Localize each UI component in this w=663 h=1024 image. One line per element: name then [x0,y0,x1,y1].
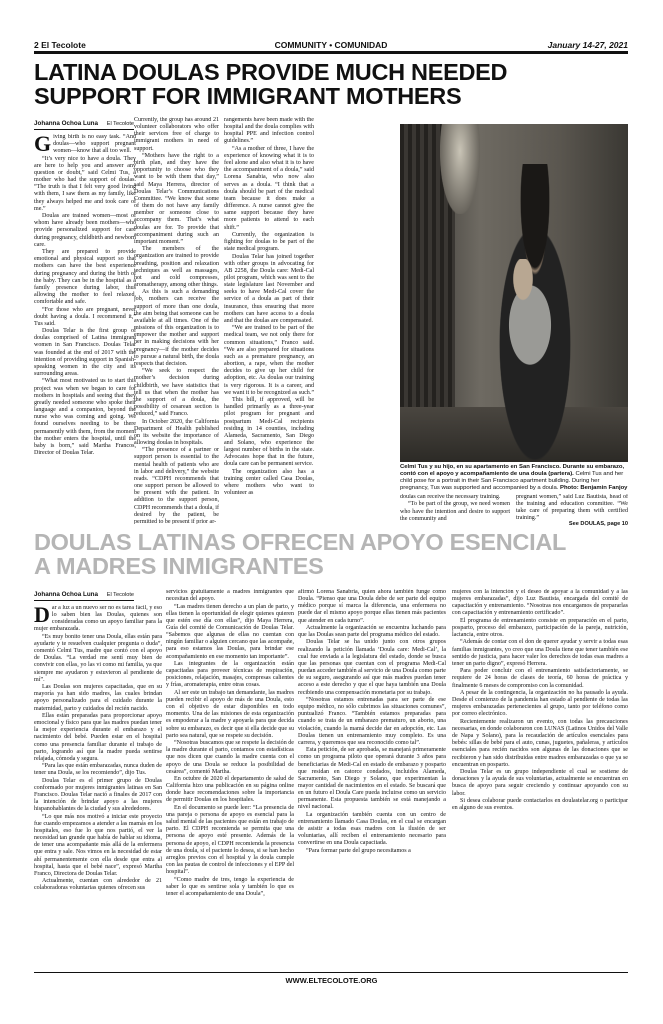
photo-credit: Photo: Benjamin Fanjoy [560,485,628,491]
paragraph: Giving birth is no easy task. “And doulas—who support pregnant women—know that all too well. [34,134,136,156]
paragraph: pregnant women,” said Luz Bautista, head of the training and education committee. “We take care of preparing them with certified training.” [516,494,628,522]
paragraph: Recientemente realizaron un evento, con todas las precauciones necesarias, en donde colaboraron con LUNAS (Latinos Unidos del Valle de Napa y Solano), para la recaudación de artículos esenciales para bebés: sillas de bebé para el auto, cunas, juguetes, pañaleras, y artículos esenciales para recién nacidos son algunas de las donaciones que se recibieron y han sido distribuidas entre madres embarazadas o que ya se encuentran en posparto. [452,718,628,768]
paragraph: A pesar de la contingencia, la organización no ha pausado la ayuda. Desde el comienzo de la pandemia han estado al pendiente de todas las mujeres embarazadas pertenecientes al grupo, tanto por teléfono como por correo electrónico. [452,689,628,718]
paragraph: doulas can receive the necessary training. [400,494,501,500]
paragraph: “Mothers have the right to a birth plan, and they have the opportunity to choose who they want to be with them that day,” said Maya Herrera, director of Doulas Telar’s Communications Committee. “We know that some of them do not have any family member or someone close to accompany them. That’s what doulas are for. To provide that accompaniment during such an important moment.” [134,152,219,245]
paragraph: En octubre de 2020 el departamento de salud de California hizo una publicación en su página online donde hace recomendaciones sobre la importancia de permitir Doulas en los hospitales. [166,776,294,804]
paragraph: Doulas Telar es el primer grupo de Doulas conformado por mujeres inmigrantes latinas en San Francisco. Doulas Telar nació a finales de 2017 con la intención de brindar apoyo a las mujeres hispanohablantes de la ciudad y sus alrededores. [34,777,162,813]
paragraph: The members of the organization are trained to provide breathing, position and relaxation techniques as well as massages, hot and cold compresses, aromatherapy, among other things. [134,246,219,288]
page-number-masthead: 2 El Tecolote [34,40,86,50]
paragraph: Actualmente, cuentan con alrededor de 21 colaboradoras voluntarias quienes ofrecen sus [34,878,162,892]
byline-rule [34,129,134,130]
caption-spanish: Celmi Tus y su hijo, en su apartamento en San Francisco. Durante su embarazo, contó con el apoyo y acompañamiento de una doula (partera). [400,464,625,477]
spanish-column-1 [34,605,162,967]
spanish-byline-org: El Tecolote [106,592,134,598]
paragraph: rangements have been made with the hospital and the doula complies with hospital PPE and infection control guidelines.” [224,117,314,145]
paragraph: En el documento se puede leer: “La presencia de una pareja o persona de apoyo es esencial para la salud mental de las pacientes que están en trabajo de parto. El CDPH recomienda se permita que una persona de apoyo esté presente. Además de la persona de apoyo, el CDPH recomienda la presencia de una doula, si el paciente lo desea, si se han hecho arreglos previos con el hospital y la doula cumple con las pautas de control de infecciones y el EPP del hospital”. [166,804,294,876]
english-headline [34,60,628,109]
issue-date: January 14-27, 2021 [547,40,628,50]
spanish-column-4 [452,589,628,967]
spanish-byline: Johanna Ochoa Luna [34,591,99,598]
paragraph: They are prepared to provide emotional and physical support so that mothers can have the best experience during pregnancy and during the birth of the baby. They can be in the hospital as a family presence during labor, thus allowing the mother to feel relaxed, comfortable and safe. [34,249,136,306]
english-byline: Johanna Ochoa Luna [34,120,99,127]
paragraph: Esta petición, de ser aprobada, se manejará primeramente como un programa piloto que operará durante 3 años para beneficiarias de Medi-Cal en estado de embarazo y posparto que residan en catorce condados, incluidos Alameda, Sacramento, San Diego y Solano, que experimentan la mayor cantidad de nacimientos en el estado. Se buscará que en un futuro el Doula Care pueda incluirse como un servicio permanente. Esta propuesta también se está manejando a nivel nacional. [298,747,446,811]
english-column-6 [516,494,628,522]
spanish-byline-rule [34,600,134,601]
spanish-headline [34,530,628,579]
paragraph: Para poder concluir con el entrenamiento satisfactoriamente, se requiere de 24 horas de clases de teoría, 60 horas de práctica y finalmente 6 meses de compromiso con la comunidad. [452,668,628,689]
spanish-column-3 [298,589,446,967]
footer-url[interactable]: WWW.ELTECOLOTE.ORG [285,976,378,985]
paragraph: “Las madres tienen derecho a un plan de parto, y ellas tienen la oportunidad de elegir quienes quieren que estén ese día con ellas”, dijo Maya Herrera, Guía del comité de Comunicación de Doulas Telar. “Sabemos que algunas de ellas no cuentan con ningún familiar o alguien cercano que las acompañe, para eso estamos las Doulas, para brindar ese acompañamiento en ese momento tan importante”. [166,603,294,660]
paragraph: “For those who are pregnant, never doubt having a doula. I recommend it,” Tus said. [34,306,136,327]
paragraph: Currently, the group has around 21 volunteer collaborators who offer their services free of charge to immigrant mothers in need of support. [134,117,219,152]
footer-rule [34,972,628,973]
paragraph: “We are trained to be part of the medical team, we not only there for common situations,” Franco said. “We are also prepared for situations such as a premature pregnancy, an abortion, a rape, when the mother decides to give up her child for adoption, etc. As doulas our training is very rigorous. It is a career, and we want it to be recognized as such.” [224,325,314,396]
paragraph: “We seek to respect the mother’s decision during childbirth, we have statistics that tell us that when the mother has the support of a doula, the possibility of cesarean section is reduced,” said Franco. [134,368,219,418]
photo-lamp [440,124,480,214]
drop-cap: D [34,605,50,627]
paragraph: Doulas Telar is the first group of doulas comprised of Latina immigrant women in San Francisco. Doulas Telar was founded at the end of 2017 with the intention of providing support in Spanish-speaking women in the city and its surrounding areas. [34,328,136,378]
paragraph: “Es muy bonito tener una Doula, ellas están para ayudarte y te resuelven cualquier pregunta o duda”, comentó Celmi Tus, madre que contó con el apoyo de Doulas. “La verdad me sentí muy bien de convivir con ellas, yo las vi como mi familia, ya que siempre me ayudaron y estuvieron al pendiente de mí”. [34,633,162,683]
paragraph: Doulas Telar es un grupo independiente el cual se sostiene de donaciones y la ayuda de sus voluntarias, actualmente se encuentran en busca de apoyo para seguir creciendo y continuar apoyando con su labor. [452,769,628,797]
english-headline-line1: LATINA DOULAS PROVIDE MUCH NEEDED [34,59,508,85]
paragraph: “It’s very nice to have a doula. They are here to help you and answer any question or doubt,” said Celmi Tus, a mother who had the support of doulas. “The truth is that I felt very good living with them, I saw them as my family, like they always helped me and took care of me.” [34,155,136,212]
paragraph: La organización también cuenta con un centro de entrenamiento llamado Casa Doulas, en el cual se encargan de asistir a todas esas madres con la ilusión de ser voluntarias, allí reciben el entrenamiento necesario para convertirse en una Doula capacitada. [298,811,446,847]
paragraph: El programa de entrenamiento consiste en preparación en el parto, posparto, proceso del embarazo, participación de la pareja, nutrición, lactancia, entre otros. [452,617,628,639]
paragraph: The organization also has a training center called Casa Doulas, where mothers who want to volunteer as [224,468,314,497]
english-byline-org: El Tecolote [106,121,134,127]
paragraph: “As a mother of three, I have the experience of knowing what it is to feel alone and also what it is to have the accompaniment of a doula,” said Lorena Sanabia, who now also serves as a doula. “I think that a doula should be part of the medical team because it does make a difference. A nurse cannot give the same support because they have more patients to attend to each shift.” [224,145,314,231]
paragraph: “Nosotras estamos entrenadas para ser parte de ese equipo médico, no sólo cubrimos las situaciones comunes”, puntualizó Franco. “También estamos preparadas para cuando se trata de un embarazo prematuro, un aborto, una violación, cuando la mamá decide dar en adopción, etc. Las Doulas tienen un entrenamiento muy completo. Es una carrera, y queremos que sea reconocido como tal”. [298,696,446,746]
paragraph: “Además de contar con el don de querer ayudar y servir a todas esas familias inmigrantes, yo creo que una Doula tiene que tener también ese sentido de justicia, para hacer valer los derechos de todas esas madres a tener un parto digno”, expresó Herrera. [452,639,628,667]
paragraph: “Nosotras buscamos que se respete la decisión de la madre durante el parto, contamos con estadísticas que nos dicen que cuando la madre cuenta con el apoyo de una Doula se reduce la posibilidad de cesárea”, comentó Martha. [166,740,294,775]
paragraph: Doulas Telar se ha unido junto con otros grupos realizando la petición llamada ‘Doula care: Medi-Cal’, la cual fue enviada a la legislatura del estado, donde se busca que las personas que cuentan con el programa Medi-Cal puedan acceder también al servicio de una Doula como parte de su seguro, asegurando así que más madres puedan tener acceso a este derecho y que el que haya también una Doula recibiendo una compensación monetaria por su trabajo. [298,639,446,696]
paragraph: mujeres con la intención y el deseo de apoyar a la comunidad y a las mujeres embarazadas”, dijo Luz Bautista, encargada del comité de capacitación y entrenamiento. “Nosotras nos encargamos de prepararlas con capacitación y entrenamiento certificado”. [452,589,628,617]
spanish-column-2 [166,589,294,967]
paragraph: Las Doulas son mujeres capacitadas, que en su mayoría ya han sido madres, las cuales brindan apoyo personalizado para el cuidado durante la maternidad, parto y cuidados del recién nacido. [34,684,162,712]
paragraph: Dar a luz a un nuevo ser no es tarea fácil, y eso lo saben bien las Doulas, quienes son consideradas como un apoyo familiar para la mujer embarazada. [34,605,162,633]
mother-and-child-photo [400,124,628,462]
english-column-1 [34,134,136,524]
photo-caption [400,464,628,492]
drop-cap: G [34,134,52,156]
english-column-4 [316,117,398,507]
page-header [34,38,628,54]
paragraph: “Como madre de tres, tengo la experiencia de saber lo que es sentirse sola y también lo que es tener el acompañamiento de una Doula”, [166,876,294,897]
photo-child [495,259,565,369]
paragraph: In October 2020, the California Department of Health published on its website the importance of allowing doulas in hospitals. [134,418,219,446]
paragraph: Las integrantes de la organización están capacitadas para proveer técnicas de respiración, posiciones, relajación, masajes, compresas calientes y frías, aromaterapia, entre otras cosas. [166,660,294,689]
spanish-headline-line1: DOULAS LATINAS OFRECEN APOYO ESENCIAL [34,529,567,555]
spanish-headline-line2: A MADRES INMIGRANTES [34,553,324,580]
caption-english: Celmi Tus and her child pose for a portrait in their San Francisco apartment building. During her pregnancy, Tus was supported and accompanied by a doula. [400,471,624,491]
paragraph: Al ser este un trabajo tan demandante, las madres pueden recibir el apoyo de más de una Doula, esto con el objetivo de estar disponibles en todo momento. Una de las misiones de esta organización es empoderar a la madre y apoyarla para que decida sobre su embarazo, es decir que si ella decide que su parto sea natural, que se respete su decisión. [166,689,294,739]
english-headline-line2: SUPPORT FOR IMMIGRANT MOTHERS [34,83,462,110]
paragraph: This bill, if approved, will be handled primarily as a three-year pilot program for pregnant and postpartum Medi-Cal recipients residing in 14 counties, including Alameda, Sacramento, San Diego and Solano, who experience the largest number of births in the state. Advocates hope that in the future, doula care can be permanent service. [224,397,314,468]
paragraph: “Para las que están embarazadas, nunca duden de tener una Doula, se los recomiendo”, dijo Tus. [34,763,162,777]
paragraph: servicios gratuitamente a madres inmigrantes que necesitan del apoyo. [166,589,294,603]
jump-line[interactable]: See DOULAS, page 10 [568,521,628,527]
paragraph: Actualmente la organización se encuentra luchando para que las Doulas sean parte del programa médico del estado. [298,624,446,639]
paragraph: “To be part of the group, we need women who have the intention and desire to support the community and [400,501,510,522]
paragraph: “Para formar parte del grupo necesitamos a [306,847,411,854]
paragraph: “Lo que más nos motivó a iniciar este proyecto fue cuando empezamos a atender a las mamás en los hospitales, eso fue lo que nos partió, el ver la necesidad tan grande que había de hablar su idioma, de tener una acompañante más allá de la enfermera que entra y sale. Nos vimos en la necesidad de estar ahí permanentemente con ella desde que entra al hospital, hasta que el bebé nace”, expresó Martha Franco, Directora de Doulas Telar. [34,813,162,877]
section-label: COMMUNITY • COMUNIDAD [274,40,388,50]
paragraph: Ellas están preparadas para proporcionar apoyo emocional y físico para que las madres puedan tener la mejor experiencia durante el embarazo y el nacimiento del bebé. Pueden estar en el hospital como una presencia familiar durante el trabajo de parto, logrando así que la madre pueda sentirse relajada, cómoda y segura. [34,712,162,762]
paragraph: As this is such a demanding job, mothers can receive the support of more than one doula, the aim being that someone can be available at all times. One of the missions of this organization is to empower the mother and support her in making decisions with her pregnancy—if the mother decides to pursue a natural birth, the doula respects that decision. [134,289,219,367]
english-column-3 [224,117,314,524]
paragraph: “What most motivated us to start this project was when we began to care for mothers in hospitals and seeing that they greatly needed someone who spoke their language and a companion, beyond the nurse who was coming and going. We found ourselves needing to be there permanently with them, from the moment the mother enters the hospital, until the baby is born,” said Martha Francos, Director of Doulas Telar. [34,378,136,456]
paragraph: afirmó Lorena Sanabria, quien ahora también funge como Doula. “Pienso que una Doula debe de ser parte del equipo médico porque sí marca la diferencia, una enfermera no puede dar el mismo apoyo porque ellas tienen más pacientes que atender en cada turno”. [298,589,446,624]
english-column-5 [400,494,510,526]
paragraph: Si desea colaborar puede contactarlos en doulastelar.org o participar en alguno de sus eventos. [452,797,628,811]
paragraph: Currently, the organization is fighting for doulas to be part of the state medical program. [224,231,314,253]
paragraph: Doulas Telar has joined together with other groups in advocating for AB 2258, the Doula care: Medi-Cal pilot program, which was sent to the state legislature last November and seeks to have Medi-Cal cover the service of a doula as part of their insurance, thus ensuring that more mothers can have access to a doula and that the doulas are compensated. [224,253,314,324]
english-column-2 [134,117,219,524]
paragraph: Doulas are trained women—most of whom have already been mothers—who provide personalized support for care during pregnancy, childbirth and newborn care. [34,213,136,248]
paragraph: “The presence of a partner or support person is essential to the mental health of patients who are in labor and delivery,” the website reads. “CDPH recommends that one support person be allowed to be present with the patient. In addition to the support person, CDPH recommends that a doula, if desired by the patient, be permitted to be present if prior ar- [134,447,219,524]
